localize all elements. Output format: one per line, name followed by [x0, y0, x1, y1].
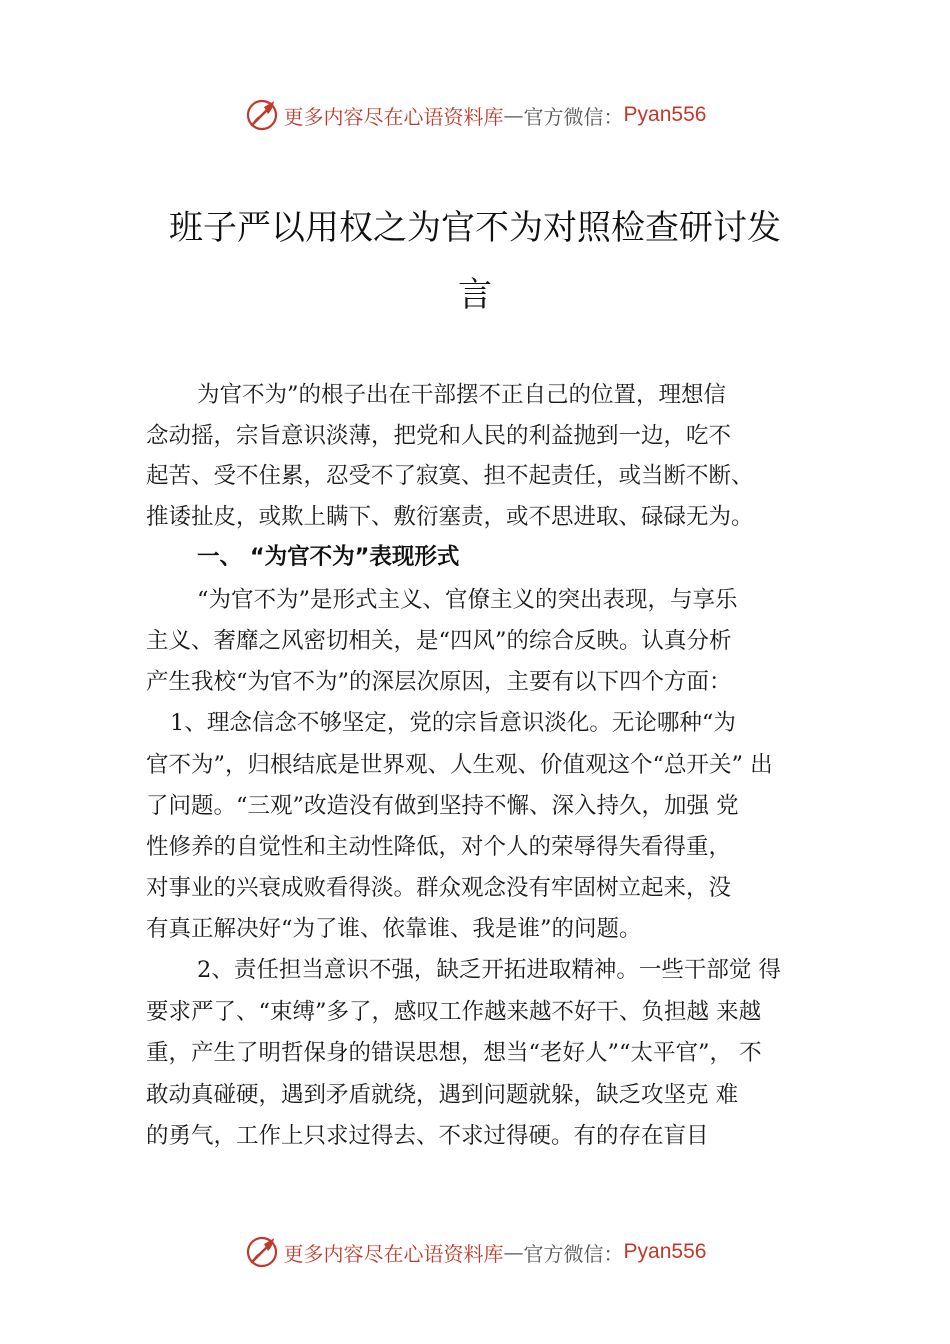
header-banner	[0, 95, 950, 135]
body-line: 敢动真碰硬，遇到矛盾就绕，遇到问题就躲，缺乏攻坚克 难	[146, 1082, 739, 1108]
body-line: 产生我校“为官不为”的深层次原因，主要有以下四个方面：	[146, 669, 732, 695]
document-title-line-1: 班子严以用权之为官不为对照检查研讨发	[169, 208, 781, 248]
quill-logo-icon	[244, 1234, 280, 1270]
banner-label: 官方微信：	[523, 104, 624, 129]
body-line: 性修养的自觉性和主动性降低，对个人的荣辱得失看得重，	[146, 834, 732, 860]
body-line: 重，产生了明哲保身的错误思想，想当“老好人”“太平官”， 不	[146, 1040, 762, 1066]
body-line: 1、理念信念不够坚定，党的宗旨意识淡化。无论哪种“为	[170, 710, 736, 736]
banner-separator: —	[503, 1240, 524, 1264]
body-line: “为官不为”是形式主义、官僚主义的突出表现，与享乐	[197, 587, 738, 613]
banner-separator: —	[503, 103, 524, 127]
body-line: 推诿扯皮，或欺上瞒下、敷衍塞责，或不思进取、碌碌无为。	[146, 504, 754, 530]
body-line: 念动摇，宗旨意识淡薄，把党和人民的利益抛到一边，吃不	[146, 423, 732, 449]
banner-wechat-id: Pyan556	[623, 1240, 707, 1263]
body-line: 为官不为”的根子出在干部摆不正自己的位置，理想信	[197, 382, 727, 408]
banner-brand: 更多内容尽在心语资料库	[283, 1241, 504, 1266]
body-line: 对事业的兴衰成败看得淡。群众观念没有牢固树立起来，没	[146, 875, 732, 901]
quill-logo-icon	[244, 97, 280, 133]
body-line: 了问题。“三观”改造没有做到坚持不懈、深入持久，加强 党	[146, 793, 739, 819]
banner-brand: 更多内容尽在心语资料库	[283, 104, 504, 129]
banner-label: 官方微信：	[523, 1241, 624, 1266]
body-line: 要求严了、“束缚”多了，感叹工作越来越不好干、负担越 来越	[146, 999, 762, 1025]
body-line: 有真正解决好“为了谁、依靠谁、我是谁”的问题。	[146, 916, 642, 942]
body-line: 官不为”，归根结底是世界观、人生观、价值观这个“总开关” 出	[146, 752, 773, 778]
banner-wechat-id: Pyan556	[623, 103, 707, 126]
body-line: 主义、奢靡之风密切相关，是“四风”的综合反映。认真分析	[146, 628, 732, 654]
document-title-line-2: 言	[458, 275, 492, 315]
body-line: 2、责任担当意识不强，缺乏开拓进取精神。一些干部觉 得	[197, 957, 781, 983]
section-heading: 一、 “为官不为”表现形式	[197, 544, 460, 570]
footer-banner	[0, 1232, 950, 1272]
body-line: 起苦、受不住累，忍受不了寂寞、担不起责任，或当断不断、	[146, 463, 754, 489]
body-line: 的勇气，工作上只求过得去、不求过得硬。有的存在盲目	[146, 1123, 709, 1149]
